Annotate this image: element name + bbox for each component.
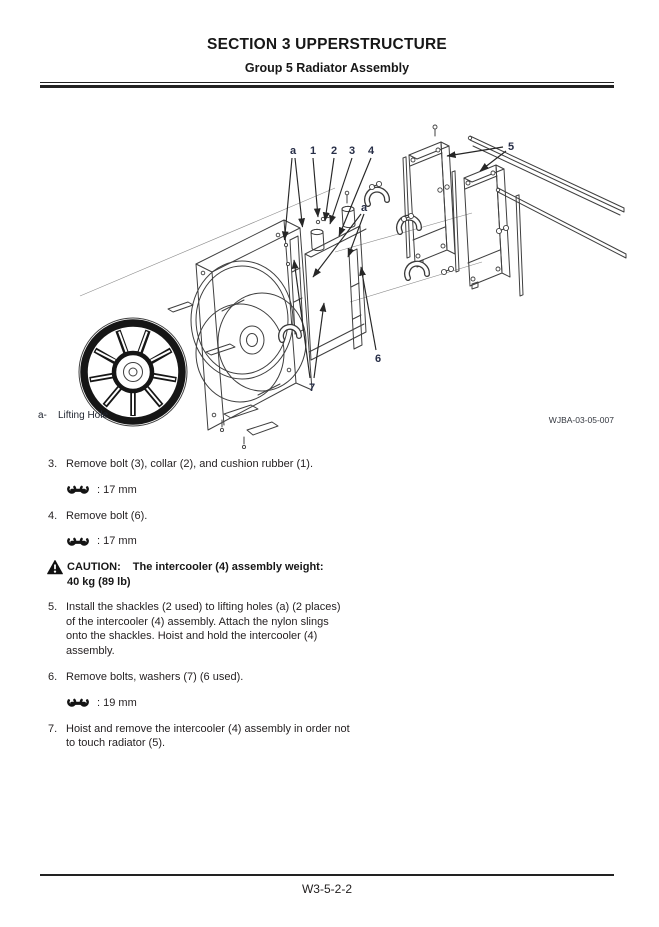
procedure-steps bbox=[48, 457, 368, 763]
wrench-size-label: : 19 mm bbox=[97, 696, 137, 709]
step-text: Hoist and remove the intercooler (4) assembly in order not to touch radiator (5). bbox=[66, 722, 350, 749]
caution-label: CAUTION: bbox=[67, 561, 121, 573]
step-3 bbox=[48, 457, 368, 472]
section-title: SECTION 3 UPPERSTRUCTURE bbox=[207, 36, 447, 53]
step-number: 5. bbox=[48, 601, 58, 613]
step-4 bbox=[48, 509, 368, 524]
step-number: 3. bbox=[48, 458, 58, 470]
wrench-icon bbox=[66, 697, 90, 709]
wrench-size-label: : 17 mm bbox=[97, 535, 137, 548]
step-text: Remove bolt (6). bbox=[66, 509, 148, 522]
footer-rule bbox=[40, 874, 614, 876]
wrench-size-label: : 17 mm bbox=[97, 483, 137, 496]
step-7 bbox=[48, 722, 368, 751]
tool-size-row bbox=[66, 484, 368, 497]
step-text: Install the shackles (2 used) to lifting holes (a) (2 places) of the intercooler (4) assembly. Attach the nylon slings onto the shackles. Hoist and hold the intercooler (4) assembly. bbox=[66, 601, 341, 657]
step-text: Remove bolts, washers (7) (6 used). bbox=[66, 671, 244, 683]
radiator-cores-drawing bbox=[403, 125, 523, 296]
callout-a-mid: a bbox=[360, 202, 368, 214]
caution-weight: 40 kg (89 lb) bbox=[67, 576, 131, 588]
wrench-icon bbox=[66, 484, 90, 496]
step-number: 4. bbox=[48, 509, 58, 522]
callout-7: 7 bbox=[308, 382, 316, 394]
caution-text: The intercooler (4) assembly weight: bbox=[132, 561, 324, 573]
warning-triangle-icon bbox=[47, 560, 63, 575]
group-title: Group 5 Radiator Assembly bbox=[244, 61, 410, 75]
step-5 bbox=[48, 600, 368, 658]
caution-note bbox=[48, 560, 368, 590]
radiator-assembly-figure bbox=[0, 0, 659, 460]
wrench-icon bbox=[66, 536, 90, 548]
step-text: Remove bolt (3), collar (2), and cushion rubber (1). bbox=[66, 458, 313, 470]
callout-4: 4 bbox=[367, 145, 375, 157]
callout-3: 3 bbox=[348, 145, 356, 157]
legend-key: a- bbox=[38, 410, 47, 421]
figure-ref-code: WJBA-03-05-007 bbox=[548, 415, 614, 425]
step-number: 7. bbox=[48, 722, 58, 735]
callout-1: 1 bbox=[309, 145, 317, 157]
step-6 bbox=[48, 670, 368, 685]
callout-6: 6 bbox=[374, 353, 382, 365]
construction-lines bbox=[80, 188, 482, 302]
callout-a-top: a bbox=[289, 145, 297, 157]
callout-5: 5 bbox=[507, 141, 515, 153]
fan-spacer-drawing bbox=[196, 293, 306, 402]
tool-size-row bbox=[66, 697, 368, 710]
step-number: 6. bbox=[48, 671, 58, 683]
legend-label: Lifting Hole bbox=[58, 410, 109, 421]
page-number: W3-5-2-2 bbox=[301, 882, 352, 896]
tie-rod-rails-drawing bbox=[468, 136, 626, 258]
figure-legend bbox=[38, 410, 108, 421]
tool-size-row bbox=[66, 535, 368, 548]
callout-2: 2 bbox=[330, 145, 338, 157]
